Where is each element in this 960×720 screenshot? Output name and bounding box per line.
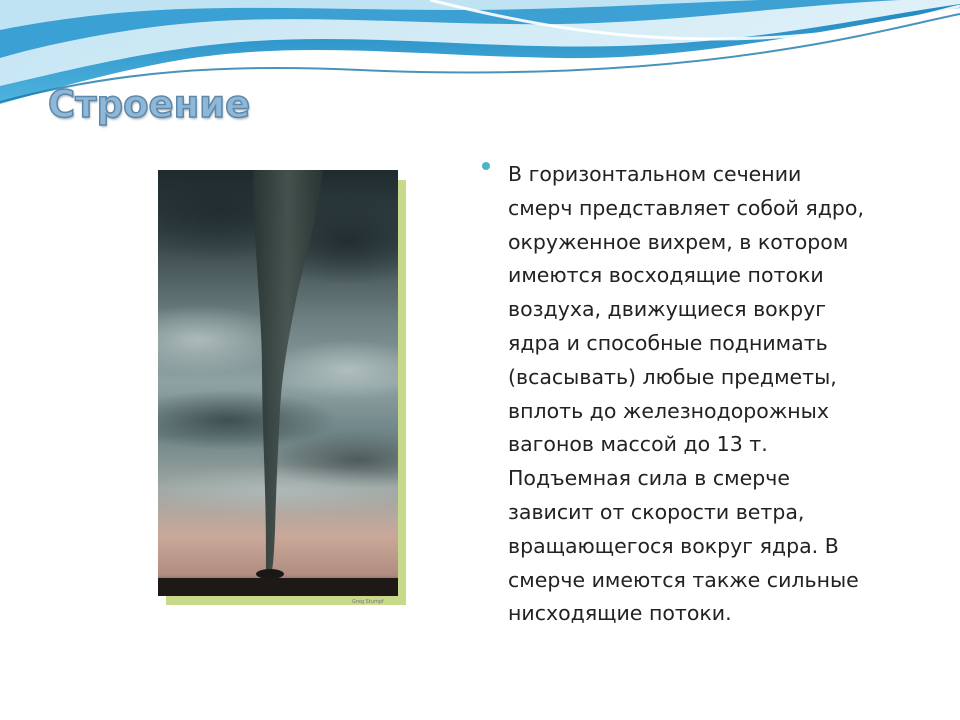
- round-dot-icon: [482, 162, 490, 170]
- photo-credit: Greg Stumpf: [352, 599, 384, 605]
- tornado-photo: [158, 170, 402, 600]
- slide-title: Строение: [48, 83, 251, 126]
- tornado-image: [158, 170, 398, 596]
- bullet-list: [482, 158, 922, 631]
- bullet-item-text: В горизонтальном сечении смерч представляет собой ядро, окруженное вихрем, в котором имеются восходящие потоки воздуха, движущиеся вокруг ядра и способные поднимать (всасывать) любые предметы, вплоть до железнодорожных вагонов массой до 13 т. Подъемная сила в смерче зависит от скорости ветра, вращающегося вокруг ядра. В смерче имеются также сильные нисходящие потоки.: [508, 162, 864, 626]
